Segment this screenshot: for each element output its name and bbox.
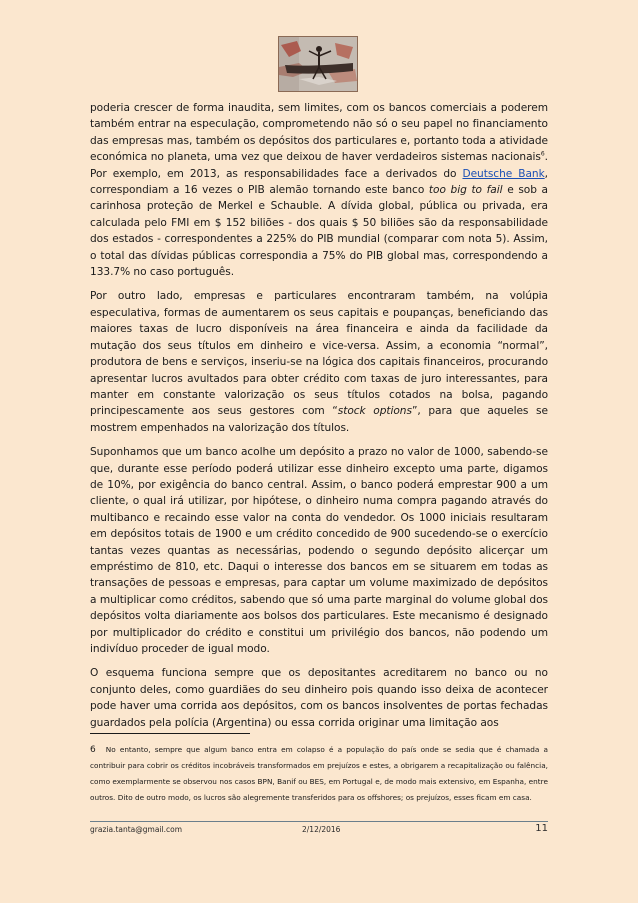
page-number: 11 [535, 823, 548, 834]
cave-painting-figure-icon [279, 37, 357, 91]
deutsche-bank-link[interactable]: Deutsche Bank [462, 167, 545, 180]
paragraph-3: Suponhamos que um banco acolhe um depósito a prazo no valor de 1000, sabendo-se que, durante esse período poderá utilizar esse dinheiro excepto uma parte, digamos de 10%, por exigência do banco central. Assim, o banco poderá emprestar 900 a um cliente, o qual irá utilizar, por hipótese, o dinheiro numa compra pagando através do multibanco e recaindo esse valor na conta do vendedor. Os 1000 iniciais resultaram em depósitos totais de 1900 e um crédito concedido de 900 sucedendo-se o exercício tantas vezes quantas as necessárias, podendo o segundo depósito alicerçar um empréstimo de 810, etc. Daqui o interesse dos bancos em se situarem em todas as transações de pessoas e empresas, para captar um volume maximizado de depósitos a multiplicar como créditos, sabendo que só uma parte marginal do volume global dos depósitos volta diariamente aos bolsos dos particulares. Este mecanismo é designado por multiplicador do crédito e constitui um privilégio dos bancos, não podendo um indivíduo proceder de igual modo. [90, 446, 548, 655]
footer-email: grazia.tanta@gmail.com [90, 825, 182, 834]
footnote-separator [90, 733, 250, 734]
italic-phrase: too big to fail [428, 184, 503, 197]
footer-divider [90, 821, 548, 822]
paragraph-2 [90, 288, 548, 436]
paragraph-4: O esquema funciona sempre que os depositantes acreditarem no banco ou no conjunto deles, como guardiães do seu dinheiro pois quando isso deixa de acontecer pode haver uma corrida aos depósitos, com os bancos insolventes de portas fechadas guardados pela polícia (Argentina) ou essa corrida originar uma limitação aos [90, 667, 548, 729]
footnote-text: No entanto, sempre que algum banco entra em colapso é a população do país onde se sedia que é chamada a contribuir para cobrir os créditos incobráveis transformados em prejuízos e estes, a obrigarem a recapitalização ou falência, como exemplarmente se observou nos casos BPN, Banif ou BES, em Portugal e, de modo mais extensivo, em Espanha, entre outros. Dito de outro modo, os lucros são alegremente transferidos para os offshores; os prejuízos, esses ficam em casa. [90, 745, 548, 802]
footnote-number: 6 [90, 745, 96, 755]
footnote-reference[interactable]: 6 [540, 150, 545, 158]
header-logo-image [278, 36, 358, 92]
paragraph-text: ”, para que aqueles se mostrem empenhados na valorização dos títulos. [90, 405, 548, 434]
paragraph-text: . Por exemplo, em 2013, as responsabilidades face a derivados do [90, 151, 548, 180]
paragraph-text: poderia crescer de forma inaudita, sem limites, com os bancos comerciais a poderem também entrar na especulação, comprometendo não só o seu papel no financiamento das empresas mas, também os depósitos dos particulares e, portanto toda a atividade económica no planeta, uma vez que deixou de haver verdadeiros sistemas nacionais [90, 102, 548, 164]
footer-date: 2/12/2016 [302, 825, 341, 834]
paragraph-text: Por outro lado, empresas e particulares encontraram também, na volúpia especulativa, formas de aumentarem os seus capitais e poupanças, beneficiando das maiores taxas de lucro disponíveis na área financeira e ainda da facilidade da mutação dos seus títulos em dinheiro e vice-versa. Assim, a economia “normal”, produtora de bens e serviços, inseriu-se na lógica dos capitais financeiros, procurando apresentar lucros avultados para obter crédito com taxas de juro interessantes, para manter em constante valorização os seus títulos cotados na bolsa, pagando principescamente aos seus gestores com “ [90, 290, 548, 418]
footnote [90, 742, 548, 806]
body-text [90, 100, 548, 739]
paragraph-text: , correspondiam a 16 vezes o PIB alemão tornando este banco [90, 167, 548, 197]
paragraph-text: e sob a carinhosa proteção de Merkel e Schauble. A dívida global, pública ou privada, era calculada pelo FMI em $ 152 biliões - dos quais $ 50 biliões são da responsabilidade dos estados - correspondentes a 225% do PIB mundial (comparar com nota 5). Assim, o total das dívidas públicas correspondia a 75% do PIB global mas, correspondendo a 133.7% no caso português. [90, 184, 548, 279]
italic-phrase: stock options [337, 405, 412, 418]
paragraph-1 [90, 100, 548, 280]
page-footer [90, 824, 548, 838]
